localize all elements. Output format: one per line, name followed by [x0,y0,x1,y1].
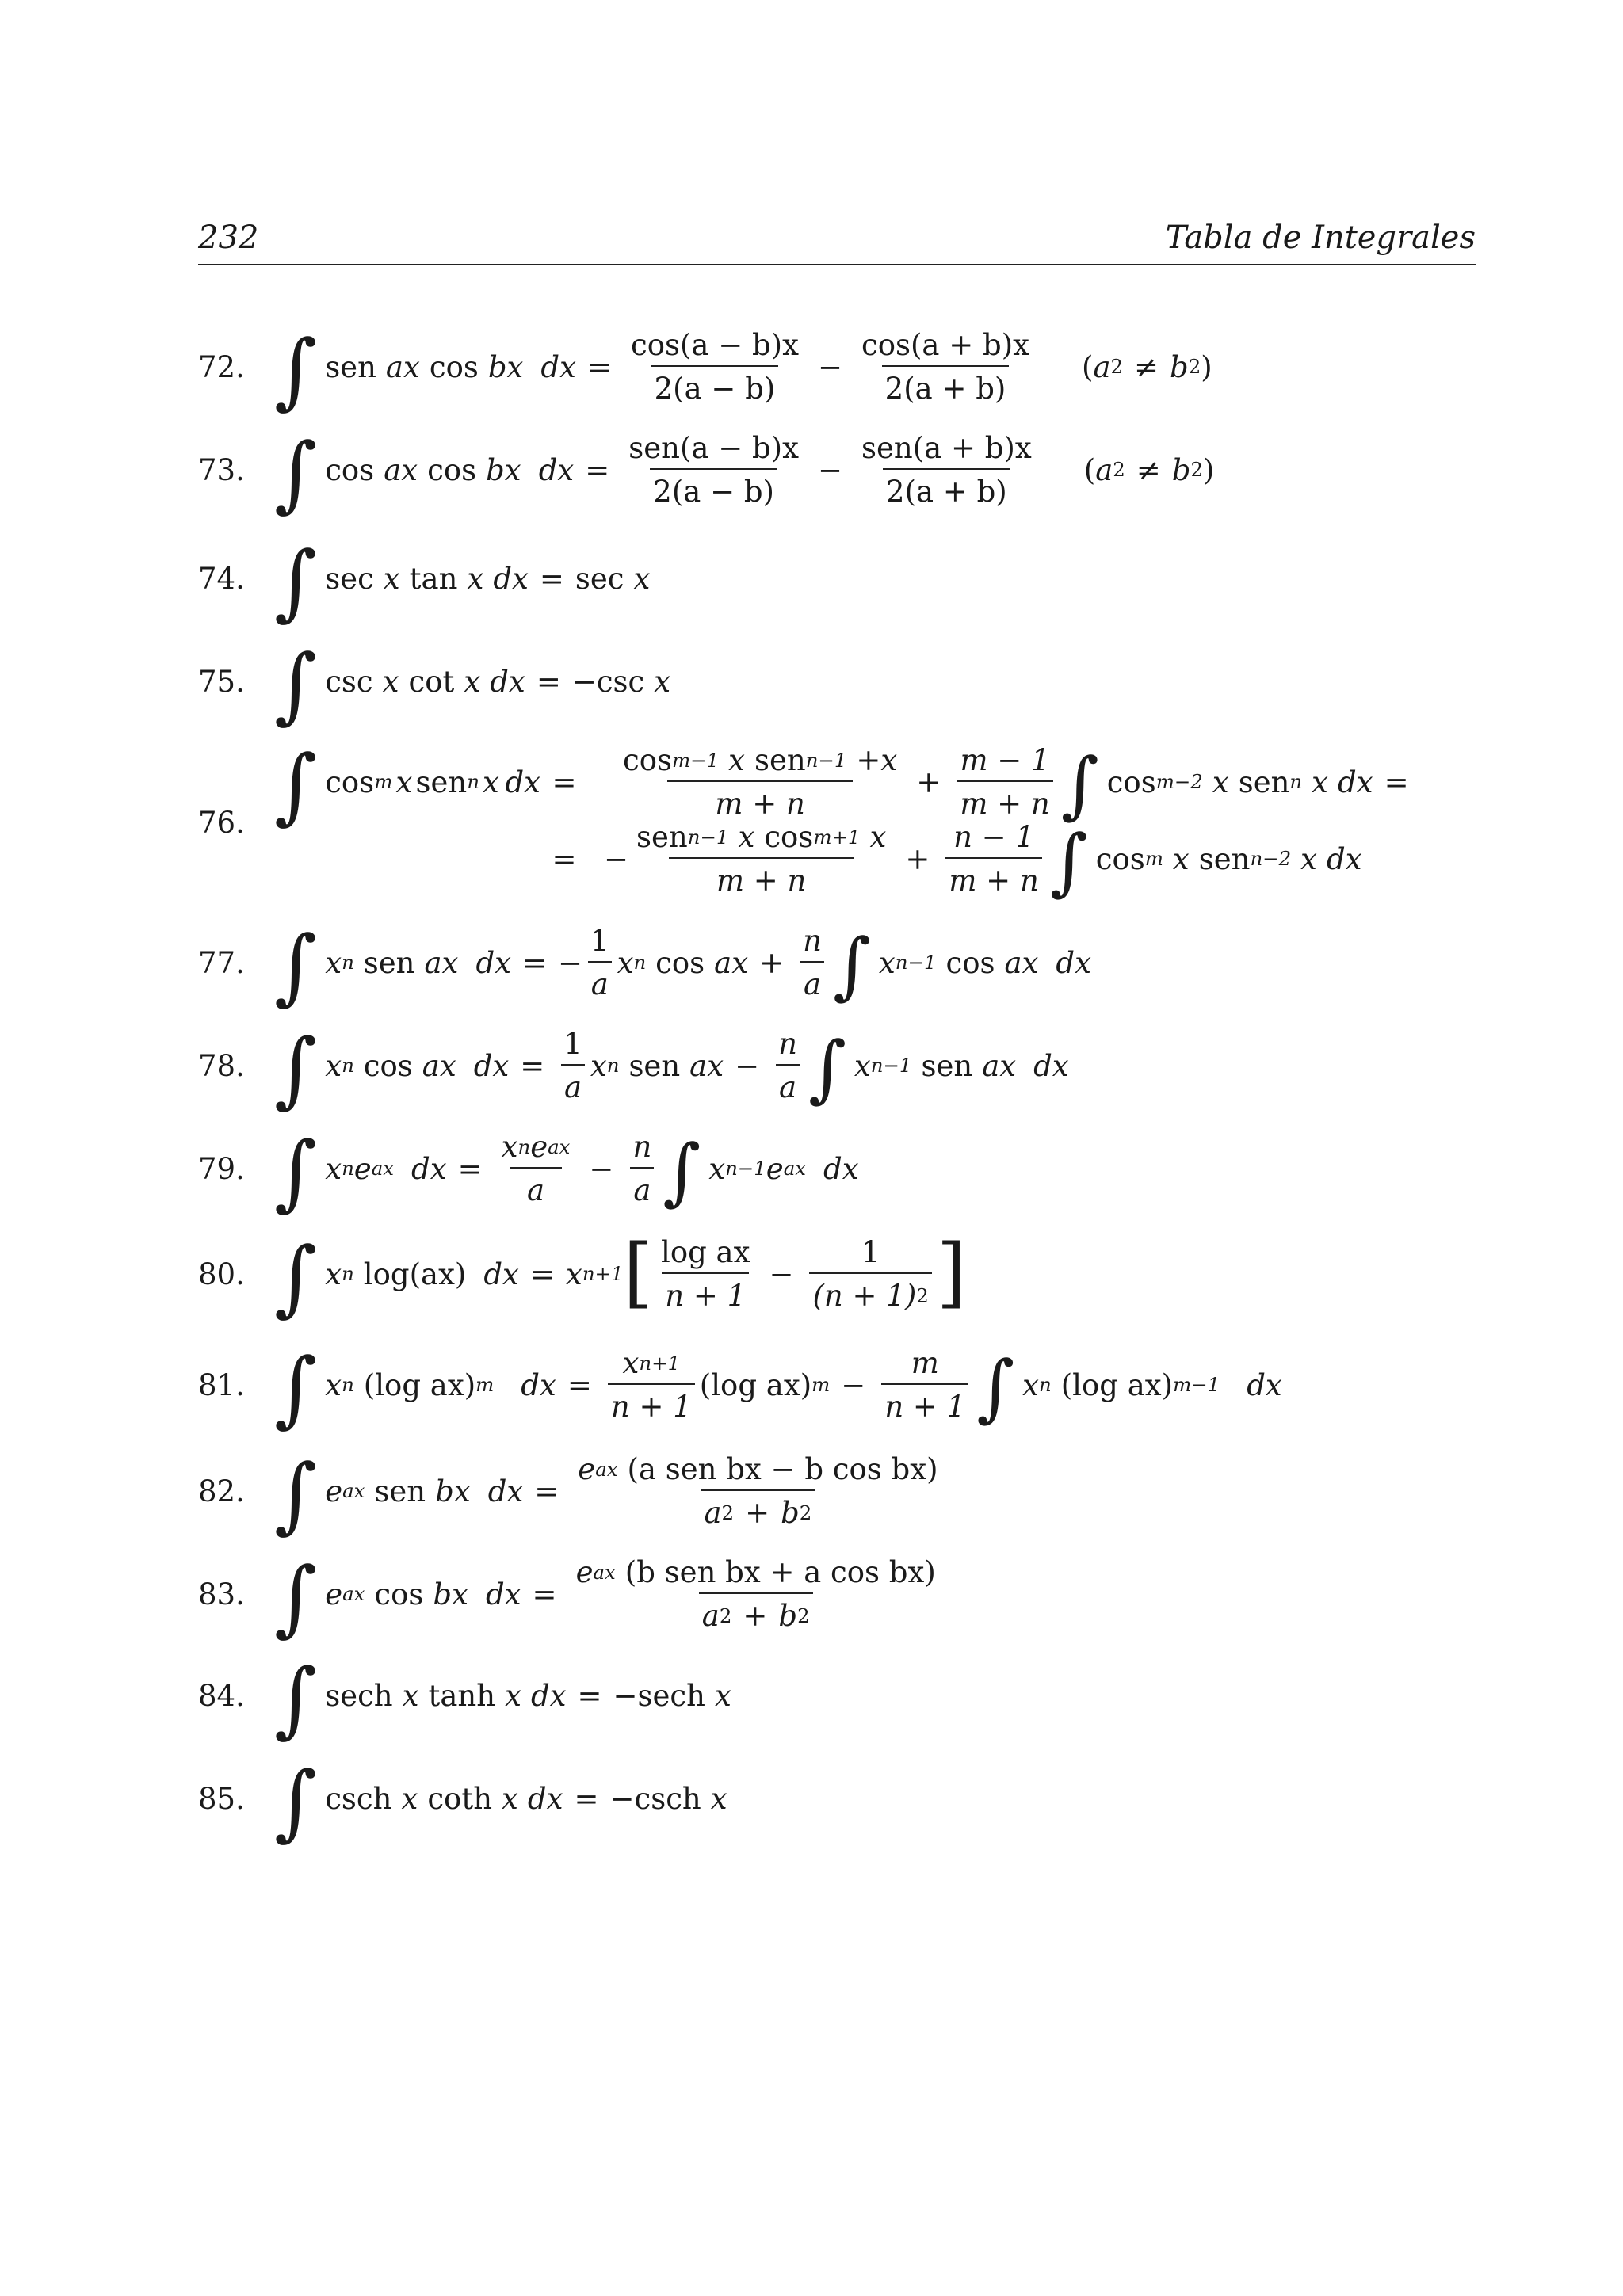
formula-83: 83. ∫ e ax cos bx dx = e ax (b sen bx + a cos bx) a 2 + b 2 [198,1547,1506,1642]
fraction: x n e ax a [501,1130,571,1207]
formula-label: 85. [198,1781,245,1816]
formula-74: 74. ∫ sec x tan x dx = sec x [198,533,651,630]
integral-sign: ∫ [274,425,318,521]
header-title: Tabla de Integrales [1165,219,1476,256]
formula-label: 84. [198,1678,245,1713]
condition: ( a 2 ≠ b 2 ) [1083,452,1215,487]
fraction: e ax (b sen bx + a cos bx) a 2 + b 2 [575,1555,936,1633]
fraction: cos m−1 x sen n−1 +x m + n [623,743,898,821]
fraction: $\frac{m}{n + 1}$ [881,1346,968,1424]
fraction: $\frac{\text{sen(a − b)x}}{2(a - b)}$ [628,431,799,509]
formula-77: 77. ∫ x n sen ax dx = − $\frac{1}{a}$ x n cos ax + $\frac{n}{a}$ ∫ x n−1 cos ax dx [198,917,1091,1014]
integral-sign: ∫ [274,533,318,630]
page-header [198,218,1476,265]
formula-78: 78. ∫ x n cos ax dx = $\frac{1}{a}$ x n sen ax − $\frac{n}{a}$ ∫ x n−1 sen ax dx [198,1020,1069,1117]
formula-81: 81. ∫ x n (log ax) m dx = x n+1 n + 1 (log ax) m − $\frac{m}{n + 1}$ ∫ x n (log ax) m−1 dx [198,1340,1282,1436]
fraction: $\frac{n}{a}$ [629,1130,655,1207]
formula-label: 72. [198,349,245,384]
page-number: 232 [198,219,259,256]
formula-label: 77. [198,945,245,980]
formula-76-line-1: ∫ cos m x sen n x dx = cos m−1 x sen n−1 +x m + n + $\frac{m - 1}{m + n}$ ∫ cos m−2 x sen n x dx = [274,737,1409,833]
formula-80: 80. ∫ x n log(ax) dx = x n+1 [ $\frac{\text{log ax}}{n + 1}$ − 1 (n + 1) 2 ] [198,1228,967,1325]
formula-84: 84. ∫ sech x tanh x dx = −sech x [198,1650,731,1747]
formula-label: 73. [198,452,245,487]
fraction: $\frac{1}{a}$ [587,924,613,1001]
formula-73: 73. ∫ cos ax cos bx dx = $\frac{\text{sen(a − b)x}}{2(a - b)}$ − $\frac{\text{sen(a + b)x}}{2(a + b)}$ ( a 2 ≠ b 2 ) [198,425,1215,521]
fraction: $\frac{m - 1}{m + n}$ [957,743,1052,821]
fraction: $\frac{n}{a}$ [800,924,825,1001]
formula-79: 79. ∫ x n e ax dx = x n e ax a − $\frac{n}{a}$ ∫ x n−1 e ax dx [198,1123,859,1220]
fraction: 1 (n + 1) 2 [809,1235,931,1313]
fraction: $\frac{n}{a}$ [775,1027,800,1104]
formula-label: 79. [198,1151,245,1186]
formula-label: 76. [198,806,245,840]
fraction: e ax (a sen bx − b cos bx) a 2 + b 2 [578,1452,938,1530]
formula-76 [198,737,1506,907]
fraction: x n+1 n + 1 [608,1346,695,1424]
integral-sign: ∫ [274,322,318,418]
fraction: $\frac{1}{a}$ [560,1027,586,1104]
formula-85: 85. ∫ csch x coth x dx = −csch x [198,1753,727,1850]
formula-76-line-2: = − sen n−1 x cos m+1 x m + n + $\frac{n - 1}{m + n}$ ∫ cos m x sen n−2 x dx [552,819,1362,904]
formula-label: 80. [198,1257,245,1291]
condition: ( a 2 ≠ b 2 ) [1082,349,1212,384]
formula-label: 74. [198,561,245,596]
formula-82: 82. ∫ e ax sen bx dx = e ax (a sen bx − b cos bx) a 2 + b 2 [198,1444,1506,1539]
integrand: cos ax cos bx dx [325,452,575,487]
formula-75: 75. ∫ csc x cot x dx = −csc x [198,636,671,733]
formula-label: 78. [198,1048,245,1083]
fraction: sen n−1 x cos m+1 x m + n [636,820,887,898]
formula-label: 82. [198,1474,245,1508]
integral-sign: ∫ [274,636,318,733]
fraction: $\frac{\cos(a + b)x}{2(a + b)}$ [861,328,1029,406]
formula-label: 81. [198,1367,245,1402]
integrand: sen ax cos bx dx [325,349,576,384]
fraction: $\frac{\text{sen(a + b)x}}{2(a + b)}$ [861,431,1032,509]
fraction: $\frac{n - 1}{m + n}$ [945,820,1041,898]
fraction: $\frac{\text{log ax}}{n + 1}$ [660,1235,750,1313]
formula-label: 75. [198,664,245,699]
fraction: $\frac{\cos(a - b)x}{2(a - b)}$ [630,328,799,406]
formula-72: 72. ∫ sen ax cos bx dx = $\frac{\cos(a - b)x}{2(a - b)}$ − $\frac{\cos(a + b)x}{2(a + b)}$ ( a 2 ≠ b 2 ) [198,322,1212,418]
formula-label: 83. [198,1577,245,1611]
